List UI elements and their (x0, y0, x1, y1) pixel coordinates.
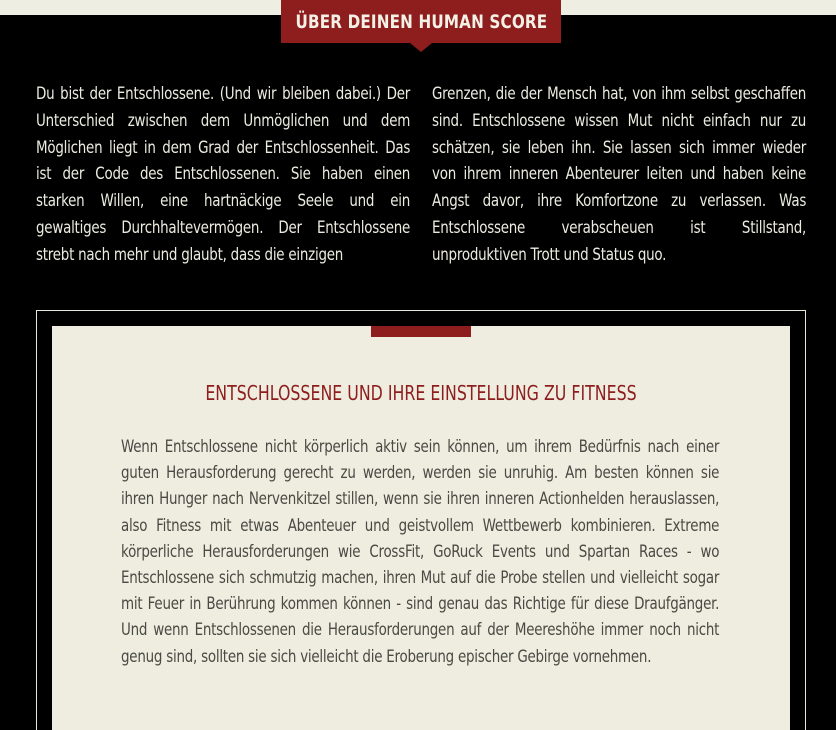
fitness-card-body (121, 434, 719, 670)
intro-column-right (432, 81, 806, 269)
section-title-tab (281, 0, 561, 43)
intro-column-left (36, 81, 410, 269)
fitness-body-text: Wenn Entschlossene nicht körperlich aktiv sein können, um ihrem Bedürfnis nach einer guten Herausforderung gerecht zu werden, werden sie unruhig. Am besten können sie ihren Hunger nach Nervenkitzel stillen, wenn sie ihren inneren Actionhelden herauslassen, also Fitness mit etwas Abenteuer und geistvollem Wettbewerb kombinieren. Extreme körperliche Herausforderungen wie CrossFit, GoRuck Events und Spartan Races - wo Entschlossene sich schmutzig machen, ihren Mut auf die Probe stellen und vielleicht sogar mit Feuer in Berührung kommen können - sind genau das Richtige für diese Draufgänger. Und wenn Entschlossenen die Herausforderungen auf der Meereshöhe immer noch nicht genug sind, sollten sie sich vielleicht die Eroberung epischer Gebirge vornehmen. (121, 437, 720, 666)
fitness-card-heading (52, 381, 790, 405)
card-accent-bar (371, 326, 471, 337)
title-tab-pointer (410, 43, 432, 52)
fitness-heading-text: ENTSCHLOSSENE UND IHRE EINSTELLUNG ZU FITNESS (205, 381, 637, 405)
intro-text-right: Grenzen, die der Mensch hat, von ihm selbst geschaffen sind. Entschlossene wissen Mut nicht einfach nur zu schätzen, sie leben ihn. Sie lassen sich immer wieder von ihrem inneren Abenteurer leiten und haben keine Angst davor, ihre Komfortzone zu verlassen. Was Entschlossene verabscheuen ist Stillstand, unproduktiven Trott und Status quo. (432, 84, 807, 264)
intro-text-left: Du bist der Entschlossene. (Und wir bleiben dabei.) Der Unterschied zwischen dem Unmöglichen und dem Möglichen liegt in dem Grad der Entschlossenheit. Das ist der Code des Entschlossenen. Sie haben einen starken Willen, eine hartnäckige Seele und ein gewaltiges Durchhaltevermögen. Der Entschlossene strebt nach mehr und glaubt, dass die einzigen (36, 84, 411, 264)
section-title: ÜBER DEINEN HUMAN SCORE (295, 10, 547, 33)
